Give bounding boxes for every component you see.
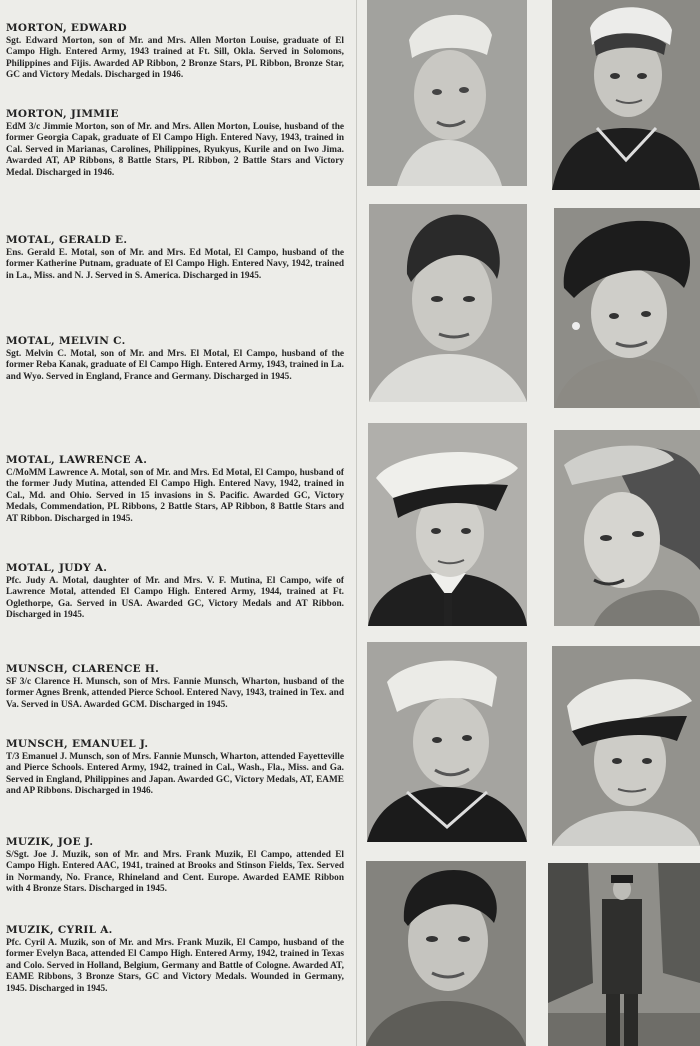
entry-motal-gerald	[6, 234, 344, 282]
portrait-munsch-clarence	[367, 642, 527, 842]
entry-body: Sgt. Edward Morton, son of Mr. and Mrs. Allen Morton Louise, graduate of El Campo High. Entered Army, 1943 trained at Ft. Sill, Okla. Served in Solomons, Philippines and Fijis. Awarded AP Ribbon, 2 Bronze Stars, PL Ribbon, Bronze Star, GC and Victory Medals. Discharged in 1946.	[6, 36, 344, 81]
entry-munsch-emanuel	[6, 738, 344, 798]
entry-name: MORTON, EDWARD	[6, 22, 127, 34]
photo-muzik-cyril	[548, 863, 700, 1046]
portrait-muzik-joe	[366, 861, 526, 1046]
portrait-motal-gerald	[369, 204, 527, 402]
portrait-motal-judy	[554, 430, 700, 626]
portrait-image	[368, 423, 527, 626]
entry-body: SF 3/c Clarence H. Munsch, son of Mrs. Fannie Munsch, Wharton, husband of the former Agnes Brenk, attended Pierce School. Entered Navy, 1943, trained in Tex. and Va. Served in USA. Awarded GCM. Discharged in 1945.	[6, 677, 344, 710]
entry-name: MUNSCH, EMANUEL J.	[6, 738, 149, 750]
portrait-image	[548, 863, 700, 1046]
entry-body: C/MoMM Lawrence A. Motal, son of Mr. and Mrs. Ed Motal, El Campo, husband of the former Judy Mutina, attended El Campo High. Entered Navy, 1942, trained in Cal., Md. and Ohio. Served in 15 invasions in S. Pacific. Awarded GC, Victory Medals, Commendation, PL Ribbons, 2 Battle Stars, AP Ribbon, 8 Battle Stars and AT Ribbon. Discharged in 1945.	[6, 468, 344, 524]
entry-morton-jimmie	[6, 108, 344, 179]
entry-motal-judy	[6, 562, 344, 622]
entry-name: MOTAL, MELVIN C.	[6, 335, 126, 347]
portrait-image	[366, 861, 526, 1046]
column-divider	[356, 0, 357, 1046]
portrait-image	[367, 642, 527, 842]
portrait-image	[552, 0, 700, 190]
entry-motal-lawrence	[6, 454, 344, 525]
entry-morton-edward	[6, 22, 344, 82]
entry-name: MOTAL, GERALD E.	[6, 234, 128, 246]
portrait-motal-melvin	[554, 208, 700, 408]
entry-name: MORTON, JIMMIE	[6, 108, 119, 120]
entry-name: MUZIK, CYRIL A.	[6, 924, 113, 936]
entry-body: T/3 Emanuel J. Munsch, son of Mrs. Fannie Munsch, Wharton, attended Fayetteville and Pierce Schools. Entered Army, 1942, trained in Cal., Wash., Fla., Miss. and Ga. Served in England, Philippines and Japan. Awarded GC, Victory Medals, AT, EAME and AP Ribbons. Discharged in 1946.	[6, 752, 344, 797]
portrait-morton-edward	[367, 0, 527, 186]
entry-muzik-cyril	[6, 924, 344, 995]
entry-motal-melvin	[6, 335, 344, 383]
portrait-image	[367, 0, 527, 186]
portrait-munsch-emanuel	[552, 646, 700, 846]
entry-name: MOTAL, JUDY A.	[6, 562, 108, 574]
portrait-image	[554, 208, 700, 408]
entry-body: S/Sgt. Joe J. Muzik, son of Mr. and Mrs. Frank Muzik, El Campo, attended El Campo High. Entered AAC, 1941, trained at Brooks and Stinson Fields, Tex. Served in Normandy, No. France, Rhineland and Cent. Europe. Awarded EAME Ribbon with 4 Bronze Stars. Discharged in 1945.	[6, 850, 344, 895]
biography-column	[6, 0, 344, 1046]
entry-body: EdM 3/c Jimmie Morton, son of Mr. and Mrs. Allen Morton, Louise, husband of the former Georgia Capak, graduate of El Campo High. Entered Navy, 1943, trained in Cal. Served in Marianas, Carolines, Philippines, Ryukyus, Kurile and on Iwo Jima. Awarded AT, AP Ribbons, 8 Battle Stars, PL Ribbon, 2 Battle Stars and Victory Medal. Discharged in 1946.	[6, 122, 344, 178]
entry-body: Pfc. Cyril A. Muzik, son of Mr. and Mrs. Frank Muzik, El Campo, husband of the former Evelyn Baca, attended El Campo High. Entered Army, 1942, trained in Texas and Colo. Served in Holland, Belgium, Germany and Battle of Cologne. Awarded AT, EAME Ribbons, 3 Bronze Stars, GC and Victory Medals. Wounded in Germany, 1945. Discharged in 1945.	[6, 938, 344, 994]
entry-body: Sgt. Melvin C. Motal, son of Mr. and Mrs. El Motal, El Campo, husband of the former Reba Kanak, graduate of El Campo High. Entered Army, 1943, trained in La. and Wyo. Served in England, France and Germany. Discharged in 1945.	[6, 349, 344, 382]
portrait-image	[554, 430, 700, 626]
entry-munsch-clarence	[6, 663, 344, 711]
entry-body: Ens. Gerald E. Motal, son of Mr. and Mrs. Ed Motal, El Campo, husband of the former Katherine Putnam, graduate of El Campo High. Entered Navy, 1942, trained in La., Miss. and N. J. Served in S. America. Discharged in 1945.	[6, 248, 344, 281]
entry-muzik-joe	[6, 836, 344, 896]
entry-name: MOTAL, LAWRENCE A.	[6, 454, 148, 466]
portrait-image	[552, 646, 700, 846]
portrait-motal-lawrence	[368, 423, 527, 626]
entry-name: MUZIK, JOE J.	[6, 836, 94, 848]
portrait-morton-jimmie	[552, 0, 700, 190]
entry-name: MUNSCH, CLARENCE H.	[6, 663, 160, 675]
entry-body: Pfc. Judy A. Motal, daughter of Mr. and Mrs. V. F. Mutina, El Campo, wife of Lawrence Motal, attended El Campo High. Entered Army, 1944, trained at Ft. Oglethorpe, Ga. Served in USA. Awarded GC, Victory Medals and AT Ribbon. Discharged in 1945.	[6, 576, 344, 621]
portrait-image	[369, 204, 527, 402]
